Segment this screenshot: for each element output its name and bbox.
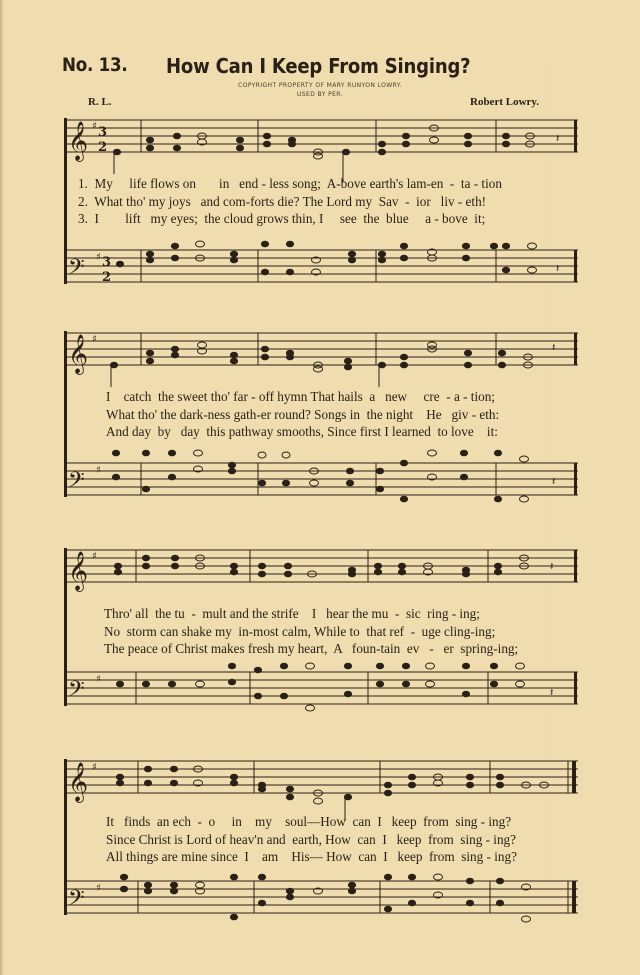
svg-text:3: 3 [102,255,112,270]
music-credit: Robert Lowry. [470,96,540,108]
lyric-line-verse-3: 3. I lift my eyes; the cloud grows thin, I see the blue a - bove it; [78,211,486,226]
permission-notice: USED BY PER. [297,91,343,98]
verse-lyrics [78,175,598,228]
svg-text:𝄽: 𝄽 [556,262,560,275]
lyric-line-verse-2: No storm can shake my in-most calm, While to that ref - uge cling-ing; [104,623,496,639]
svg-text:♯: ♯ [96,883,101,894]
svg-text:2: 2 [102,270,112,285]
svg-text:♯: ♯ [96,252,101,263]
lyric-line-verse-3: The peace of Christ makes fresh my heart, A foun-tain ev - er spring-ing; [104,641,519,656]
music-system-3 [62,542,582,722]
svg-text:2: 2 [98,140,108,155]
hymn-title: How Can I Keep From Singing? [166,54,471,78]
svg-text:♯: ♯ [92,334,97,345]
lyric-line-verse-2: Since Christ is Lord of heav'n and earth, How can I keep from sing - ing? [106,831,516,847]
svg-text:𝄽: 𝄽 [552,475,556,488]
copyright-notice: COPYRIGHT PROPERTY OF MARY RUNYON LOWRY. [238,82,402,89]
svg-text:♯: ♯ [92,551,97,562]
hymn-number: No. 13. [62,54,128,76]
svg-text:𝄢: 𝄢 [68,677,85,707]
svg-text:3: 3 [98,125,108,140]
verse-lyrics [104,605,624,658]
svg-text:♯: ♯ [96,465,101,476]
svg-text:♯: ♯ [92,762,97,773]
verse-lyrics [106,388,626,441]
music-system-4 [62,753,582,923]
lyric-line-verse-1: 1. My life flows on in end - less song; A-bove earth's lam-en - ta - tion [78,176,502,191]
lyric-line-verse-1: Thro' all the tu - mult and the strife I hear the mu - sic ring - ing; [104,606,480,621]
svg-text:𝄽: 𝄽 [550,560,554,573]
lyric-line-verse-1: It finds an ech - o in my soul—How can I keep from sing - ing? [106,814,512,829]
svg-text:𝄽: 𝄽 [552,341,556,354]
verse-lyrics [106,813,626,866]
lyric-line-verse-1: I catch the sweet tho' far - off hymn That hails a new cre - a - tion; [106,389,495,404]
music-system-1 [62,112,582,292]
svg-text:𝄽: 𝄽 [550,686,554,699]
svg-text:𝄞: 𝄞 [68,762,89,802]
svg-text:𝄽: 𝄽 [556,132,560,145]
lyric-line-verse-3: And day by day this pathway smooths, Since first I learned to love it: [106,424,498,439]
svg-text:𝄢: 𝄢 [68,886,85,916]
svg-text:𝄞: 𝄞 [68,551,89,591]
svg-text:𝄢: 𝄢 [68,255,85,285]
lyric-line-verse-3: All things are mine since I am His— How can I keep from sing - ing? [106,849,517,864]
svg-text:♯: ♯ [96,674,101,685]
svg-text:♯: ♯ [92,121,97,132]
svg-text:𝄢: 𝄢 [68,468,85,498]
lyric-line-verse-2: What tho' the dark-ness gath-er round? Songs in the night He giv - eth: [106,406,500,422]
lyric-line-verse-2: 2. What tho' my joys and com-forts die? The Lord my Sav - ior liv - eth! [78,193,487,209]
svg-text:𝄞: 𝄞 [68,121,89,161]
music-system-2 [62,325,582,505]
words-credit: R. L. [88,96,112,108]
page-edge [0,0,4,975]
hymn-header [62,52,582,86]
svg-text:𝄞: 𝄞 [68,334,89,374]
